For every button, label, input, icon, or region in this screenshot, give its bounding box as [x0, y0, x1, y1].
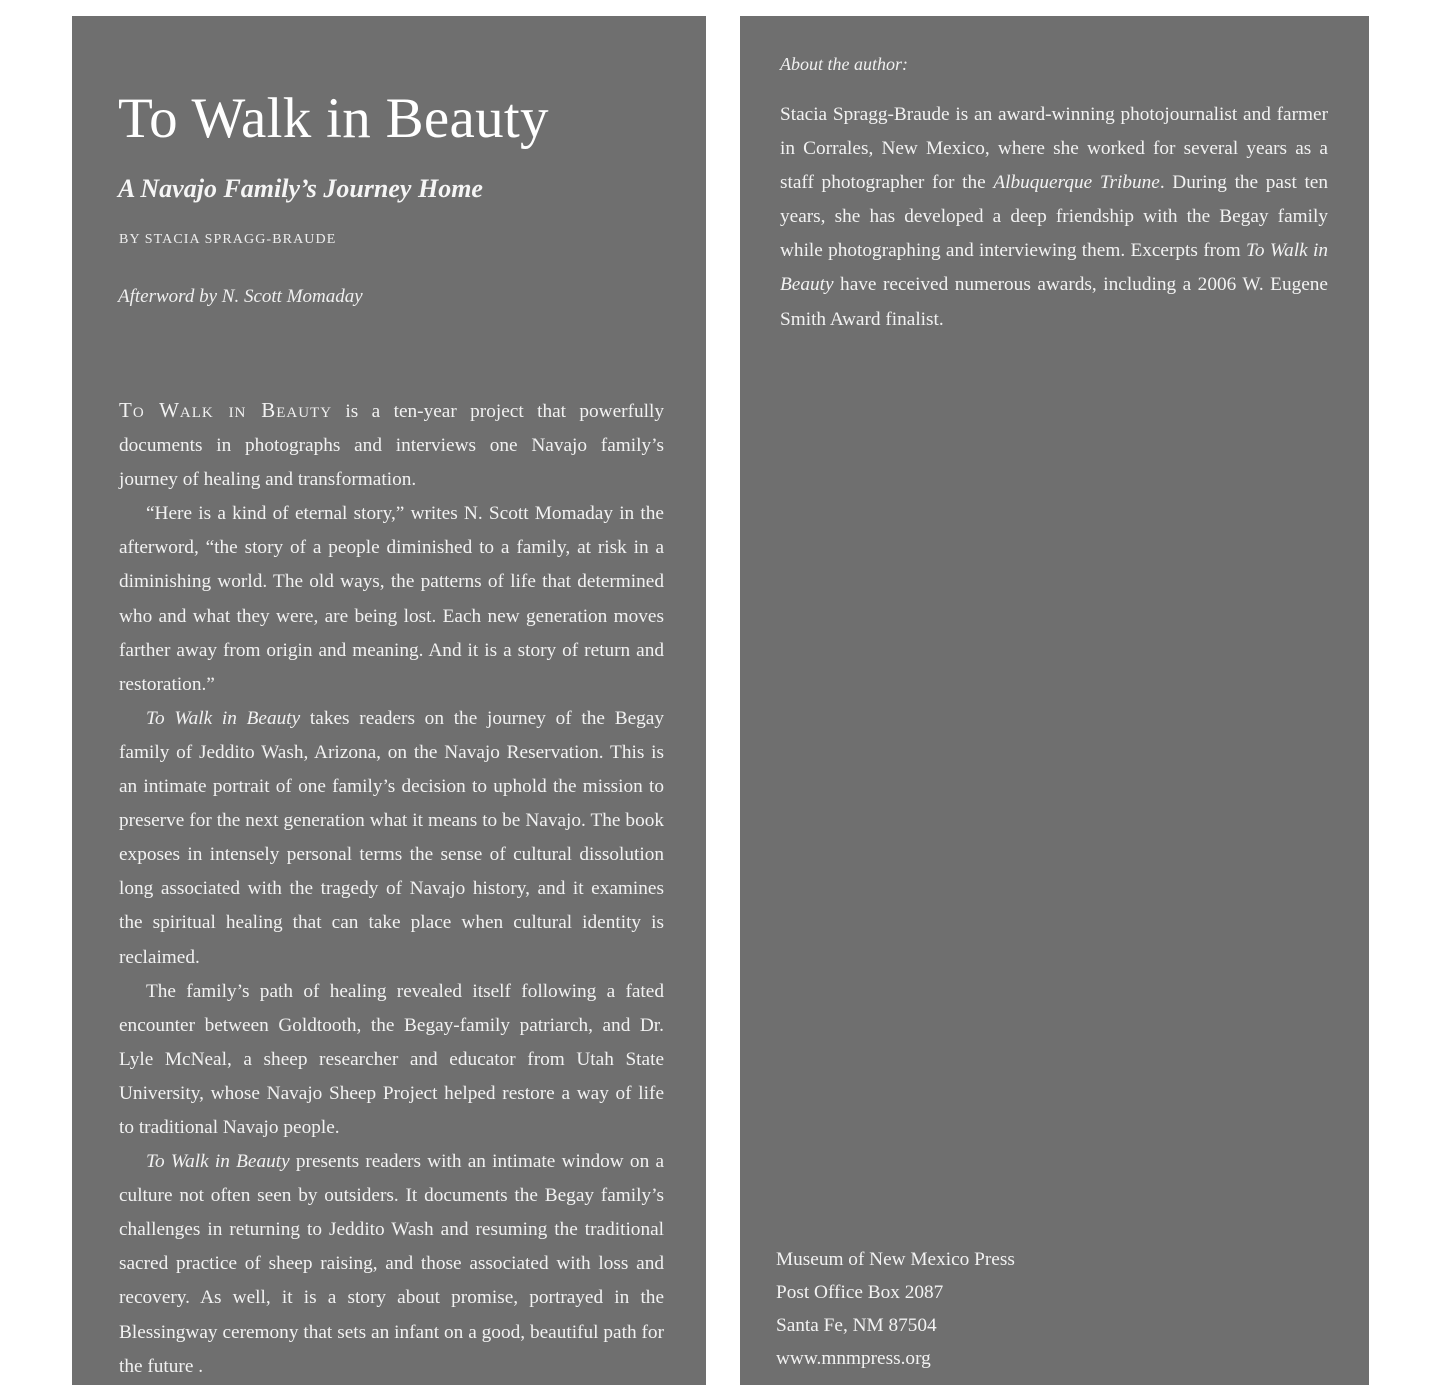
paragraph-journey	[119, 702, 664, 975]
about-author-heading: About the author:	[780, 54, 908, 74]
afterword-credit: Afterword by N. Scott Momaday	[118, 286, 363, 307]
flap-description	[119, 393, 664, 1384]
publisher-name: Museum of New Mexico Press	[776, 1249, 1015, 1270]
paragraph-text: presents readers with an intimate window on a culture not often seen by outsiders. It documents the Begay family’s challenges in returning to Jeddito Wash and resuming the traditional sacred practice of sheep raising, and those associated with loss and recovery. As well, it is a story about promise, portrayed in the Blessingway ceremony that sets an infant on a good, beautiful path for the future .	[119, 1151, 664, 1377]
paragraph-text: is a ten-year project that powerfully documents in photographs and interviews one Navajo family’s journey of healing and transformation.	[119, 401, 664, 491]
paragraph-text: takes readers on the journey of the Begay family of Jeddito Wash, Arizona, on the Navajo Reservation. This is an intimate portrait of one family’s decision to uphold the mission to preserve for the next generation what it means to be Navajo. The book exposes in intensely personal terms the sense of cultural dissolution long associated with the tragedy of Navajo history, and it examines the spiritual healing that can take place when cultural identity is reclaimed.	[119, 707, 664, 968]
newspaper-name: Albuquerque Tribune	[993, 172, 1160, 194]
author-byline: BY STACIA SPRAGG-BRAUDE	[119, 232, 337, 247]
front-flap-panel	[72, 16, 706, 1385]
back-flap-panel	[740, 16, 1369, 1385]
bio-text: have received numerous awards, including a 2006 W. Eugene Smith Award finalist.	[780, 274, 1328, 330]
paragraph-quote: “Here is a kind of eternal story,” writes N. Scott Momaday in the afterword, “the story of a people diminished to a family, at risk in a diminishing world. The old ways, the patterns of life that determined who and what they were, are being lost. Each new generation moves farther away from origin and meaning. And it is a story of return and restoration.”	[119, 503, 664, 695]
author-bio	[780, 98, 1328, 337]
book-subtitle: A Navajo Family’s Journey Home	[118, 174, 483, 203]
paragraph-healing: The family’s path of healing revealed itself following a fated encounter between Goldtooth, the Begay-family patriarch, and Dr. Lyle McNeal, a sheep researcher and educator from Utah State University, whose Navajo Sheep Project helped restore a way of life to traditional Navajo people.	[119, 980, 664, 1138]
book-title-italic: To Walk in Beauty	[146, 1151, 290, 1173]
publisher-address	[776, 1243, 1015, 1375]
paragraph-window	[119, 1145, 664, 1384]
book-title-italic: To Walk in Beauty	[146, 707, 301, 729]
bio-text: . During the past ten years, she has developed a deep friendship with the Begay family while photographing and interviewing them. Excerpts from	[780, 172, 1329, 262]
bio-paragraph	[780, 98, 1328, 337]
book-title-italic: To Walk in Beauty	[780, 240, 1328, 296]
publisher-city: Santa Fe, NM 87504	[776, 1315, 937, 1336]
publisher-website[interactable]: www.mnmpress.org	[776, 1348, 931, 1369]
book-title-smallcaps: To Walk in Beauty	[119, 398, 333, 422]
bio-text: Stacia Spragg-Braude is an award-winning photojournalist and farmer in Corrales, New Mexico, where she worked for several years as a staff photographer for the	[780, 104, 1328, 194]
paragraph-intro	[119, 393, 664, 497]
book-title: To Walk in Beauty	[118, 87, 549, 150]
publisher-po-box: Post Office Box 2087	[776, 1282, 944, 1303]
